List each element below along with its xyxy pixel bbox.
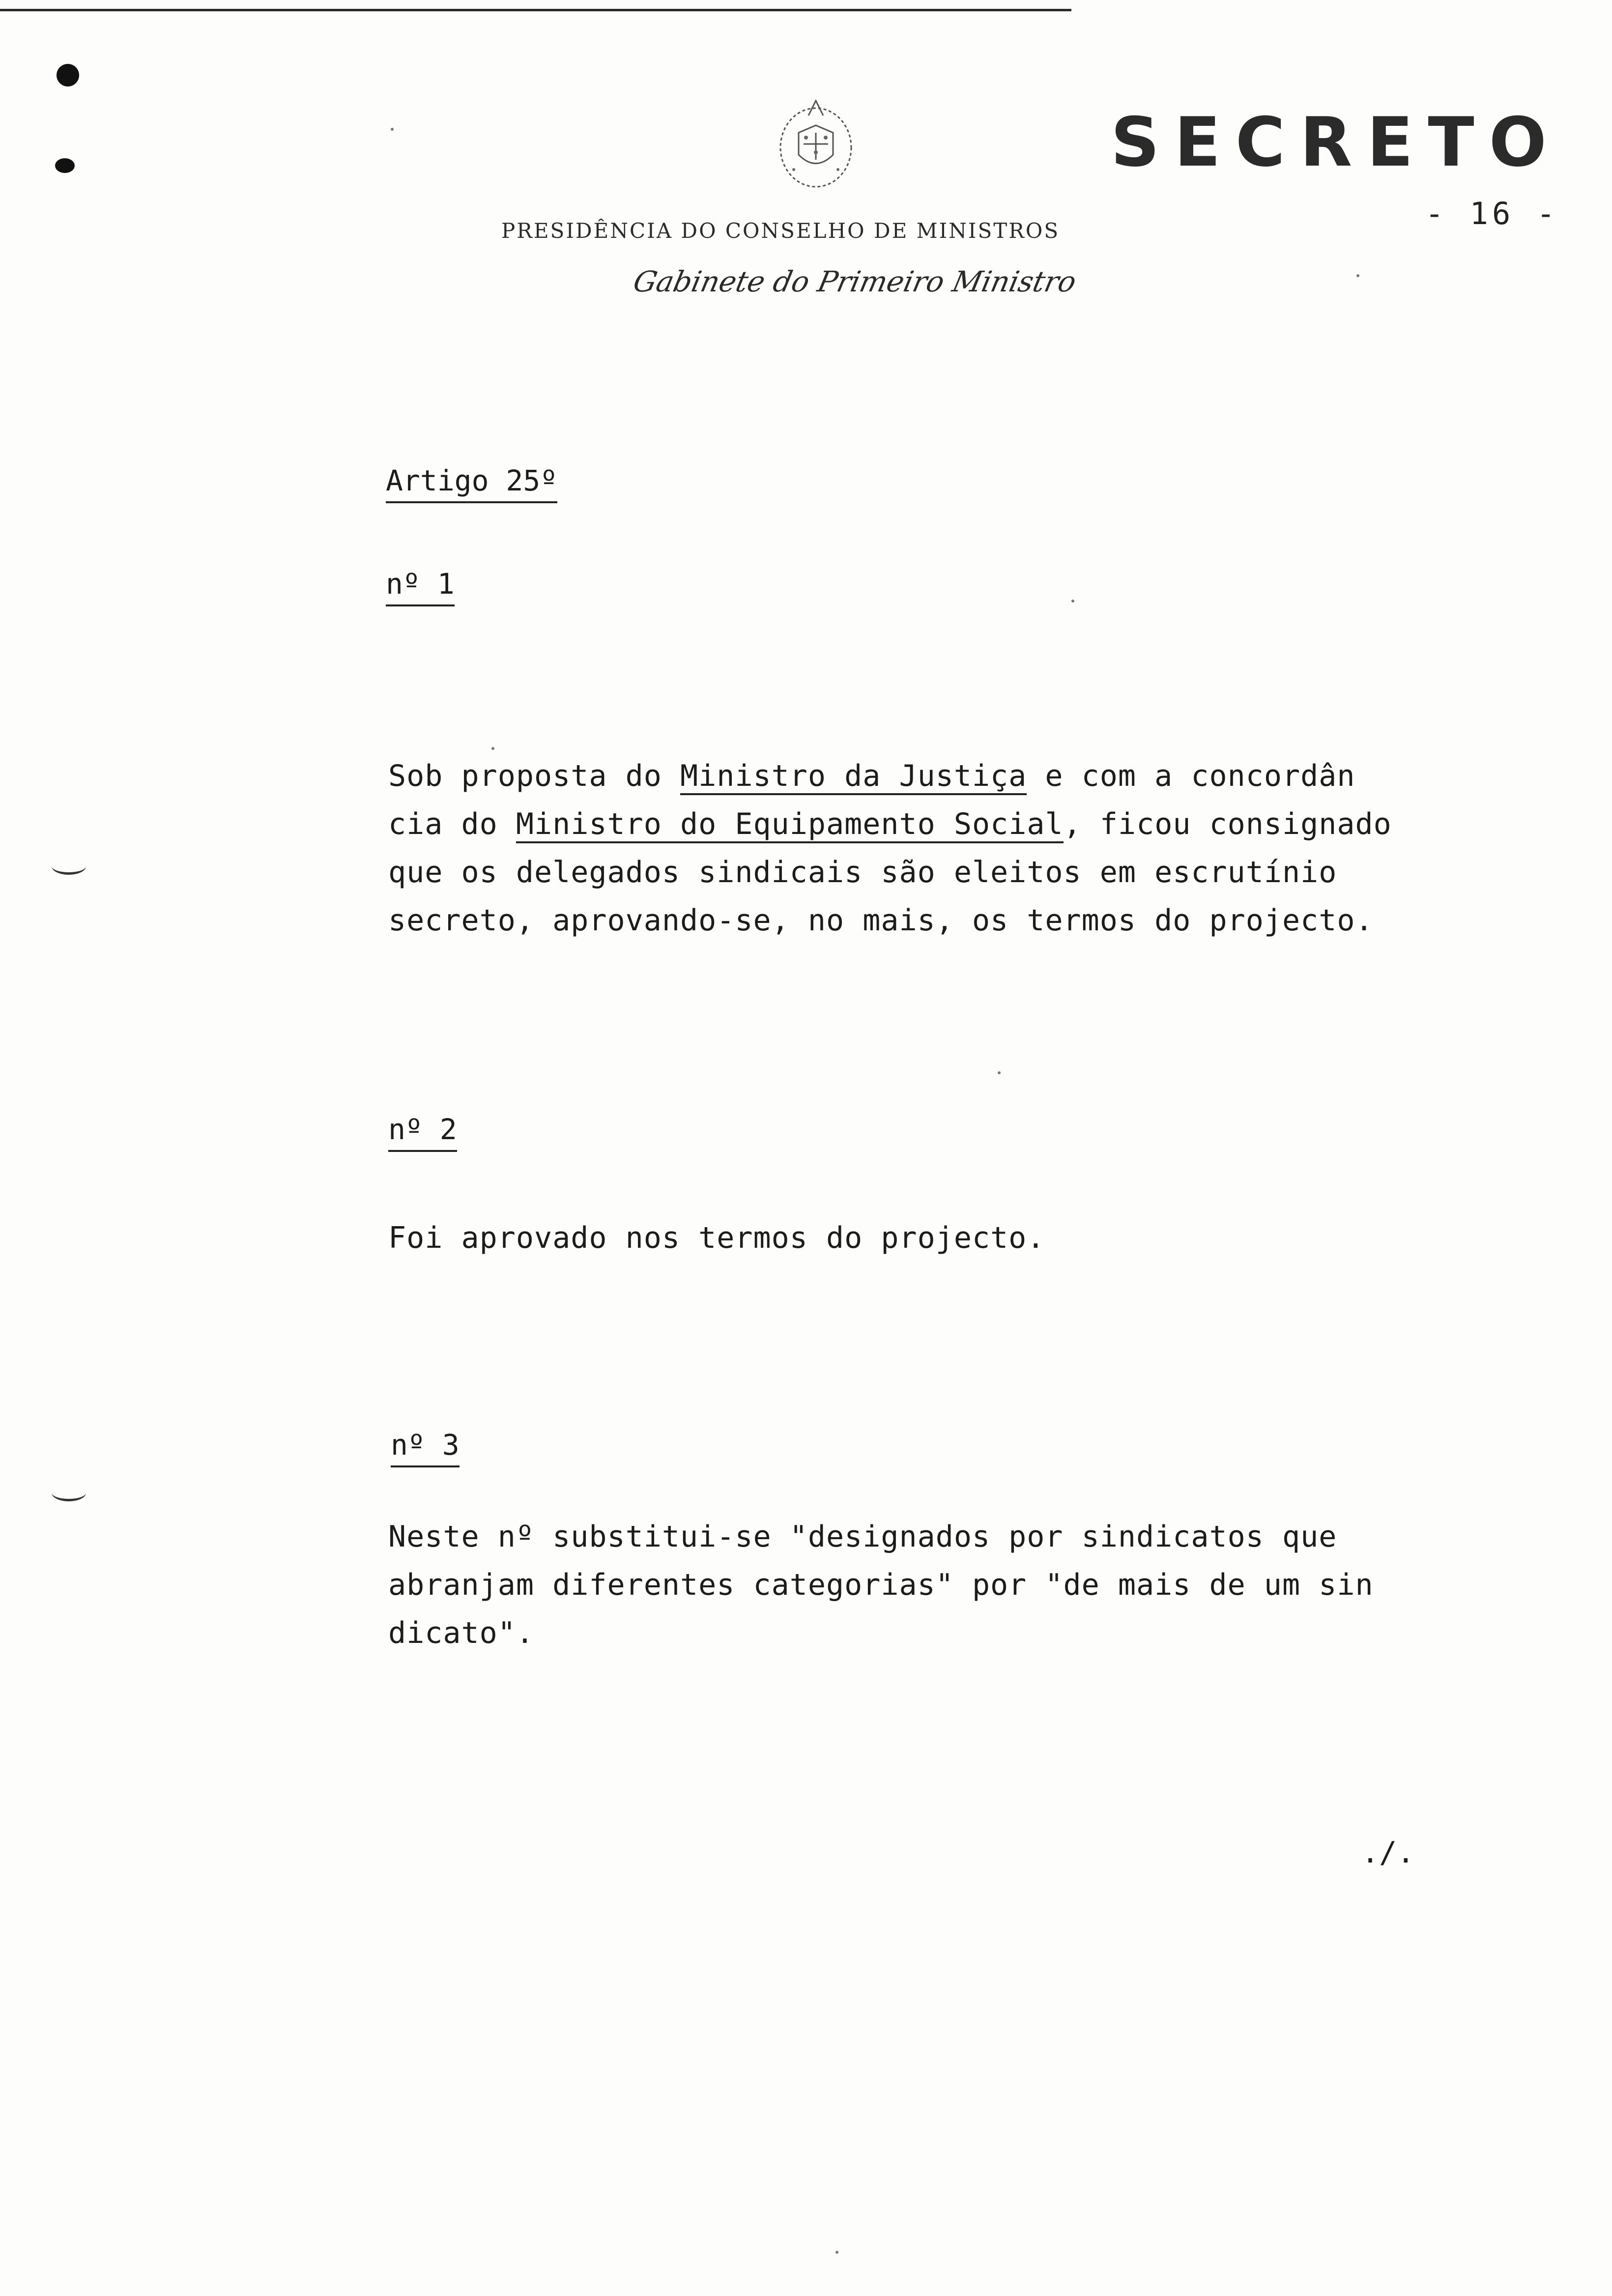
paragraph-line	[388, 752, 1494, 800]
letterhead-cabinet-signature: Gabinete do Primeiro Ministro	[630, 265, 1079, 298]
section-1-text	[388, 752, 1494, 945]
text-run: secreto, aprovando-se, no mais, os termos do projecto.	[388, 903, 1374, 938]
text-run: abranjam diferentes categorias" por "de mais de um sin	[388, 1568, 1374, 1602]
paper-speck	[1071, 600, 1074, 603]
section-2-text	[388, 1214, 1494, 1262]
paragraph-line	[388, 800, 1494, 848]
paragraph-line	[388, 848, 1494, 896]
coat-of-arms-seal-icon	[764, 86, 867, 199]
punch-mark	[55, 158, 75, 173]
margin-fold-mark-upper	[52, 858, 86, 875]
article-title: Artigo 25º	[386, 461, 557, 503]
paragraph-line	[388, 1513, 1494, 1561]
text-run: , ficou consignado	[1063, 807, 1392, 841]
section-number-1: nº 1	[386, 564, 455, 606]
text-run: que os delegados sindicais são eleitos em escrutínio	[388, 855, 1337, 890]
text-run: Neste nº substitui-se "designados por sindicatos que	[388, 1520, 1337, 1554]
text-run: Foi aprovado nos termos do projecto.	[388, 1221, 1045, 1255]
text-run: cia do	[388, 807, 516, 841]
secret-stamp: SECRETO	[1111, 103, 1561, 182]
paper-speck	[491, 747, 494, 750]
paper-speck	[835, 2251, 838, 2254]
paper-speck	[1356, 274, 1359, 277]
paragraph-line	[388, 896, 1494, 945]
underlined-text: Ministro da Justiça	[680, 759, 1027, 795]
paragraph-line	[388, 1609, 1494, 1657]
paper-speck	[391, 128, 394, 131]
section-3-text	[388, 1513, 1494, 1657]
paper-speck	[998, 1071, 1001, 1074]
text-run: Sob proposta do	[388, 759, 680, 793]
page-number: - 16 -	[1425, 196, 1559, 231]
text-run: dicato".	[388, 1616, 534, 1650]
letterhead-institution: PRESIDÊNCIA DO CONSELHO DE MINISTROS	[501, 219, 1060, 243]
text-run: e com a concordân	[1027, 759, 1355, 793]
paragraph-line	[388, 1561, 1494, 1609]
punch-hole-top	[57, 64, 79, 86]
top-edge-rule	[0, 9, 1071, 11]
section-number-2: nº 2	[388, 1110, 457, 1152]
paragraph-line	[388, 1214, 1494, 1262]
underlined-text: Ministro do Equipamento Social	[516, 807, 1064, 843]
margin-fold-mark-lower	[52, 1484, 86, 1501]
continuation-mark: ./.	[1361, 1836, 1415, 1870]
section-number-3: nº 3	[391, 1425, 460, 1467]
